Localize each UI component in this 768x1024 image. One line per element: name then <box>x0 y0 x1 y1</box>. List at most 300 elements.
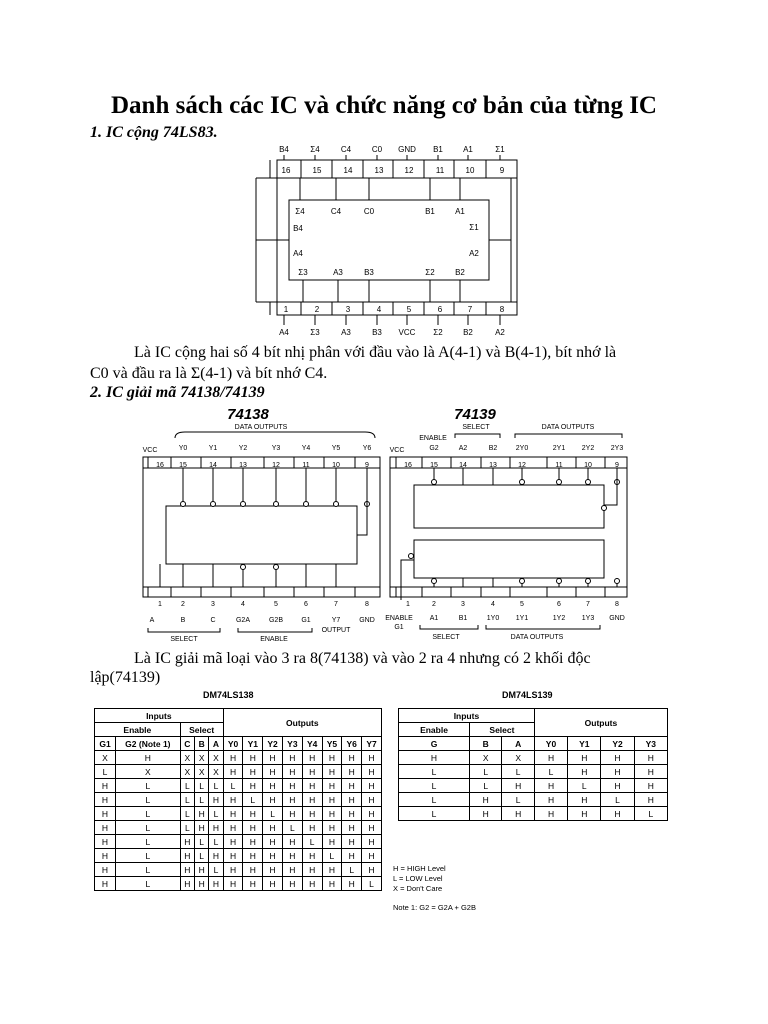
table138-cell: L <box>116 849 181 863</box>
ic83-top-pin-label: B4 <box>279 145 289 154</box>
table139-col-4: Y1 <box>568 737 601 751</box>
ic139-top-pin-number: 12 <box>518 462 526 469</box>
table138-cell: L <box>209 835 223 849</box>
table138-cell: H <box>282 849 302 863</box>
table138-cell: H <box>322 779 342 793</box>
table139-cell: H <box>502 807 534 821</box>
table138-cell: L <box>116 779 181 793</box>
table138-cell: X <box>195 751 209 765</box>
table138-cell: H <box>95 835 116 849</box>
table139-cell: X <box>470 751 502 765</box>
ic139-top-label: G2 <box>429 445 439 452</box>
table138-cell: H <box>322 835 342 849</box>
ic83-inner-bottom-label: Σ2 <box>425 268 435 277</box>
ic83-bottom-pin-label: VCC <box>398 328 416 337</box>
ic83-top-pin-number: 15 <box>312 166 322 175</box>
table139-cell: L <box>470 765 502 779</box>
ic83-bottom-pin-number: 4 <box>376 305 382 314</box>
table138-enable-header: Enable <box>95 723 181 737</box>
ic83-bottom-pin-label: Σ3 <box>310 328 320 337</box>
ic138-bottom-label: GND <box>359 617 375 624</box>
ic139-vcc-label: VCC <box>389 447 405 454</box>
ic83-top-pin-label: Σ4 <box>310 145 320 154</box>
ic138-top-label: Y3 <box>271 445 281 452</box>
ic139-top-pin-number: 16 <box>404 462 412 469</box>
ic83-inner-top-label: C0 <box>363 207 375 216</box>
table139-cell: X <box>502 751 534 765</box>
ic138-top-pin-number: 9 <box>365 462 369 469</box>
table138-select-header: Select <box>180 723 223 737</box>
ic83-inner-bottom-label: Σ3 <box>298 268 308 277</box>
table138-cell: H <box>95 807 116 821</box>
ic83-bottom-pin-label: A4 <box>279 328 289 337</box>
ic138-vcc-label: VCC <box>142 447 158 454</box>
ic139-top-bubble <box>586 480 591 485</box>
table138-col-11: Y6 <box>342 737 362 751</box>
ic139-top-pin-number: 11 <box>555 462 563 469</box>
ic138-top-pin-number: 12 <box>272 462 280 469</box>
ic138-bottom-pin-number: 3 <box>211 601 215 608</box>
table139-cell: L <box>399 807 470 821</box>
table138-cell: L <box>180 779 194 793</box>
table-row <box>95 835 382 849</box>
ic139-bottom-label: B1 <box>458 615 468 622</box>
ic83-top-pin-number: 14 <box>343 166 353 175</box>
table139-cell: H <box>601 807 634 821</box>
ic83-top-pin-number: 16 <box>281 166 291 175</box>
ic138-name: 74138 <box>227 406 269 423</box>
table138-col-9: Y4 <box>302 737 322 751</box>
ic138-bottom-label: G2B <box>268 617 284 624</box>
ic139-top-label: 2Y3 <box>610 445 624 452</box>
table138-cell: H <box>223 821 243 835</box>
table138-cell: H <box>342 807 362 821</box>
ic139-bottom-label: 1Y0 <box>486 615 500 622</box>
table138-cell: H <box>116 751 181 765</box>
table138-cell: H <box>322 751 342 765</box>
ic138-enable-label: ENABLE <box>260 636 288 643</box>
ic83-inner-top-label: B1 <box>425 207 435 216</box>
table139-cell: H <box>534 807 567 821</box>
table138-cell: H <box>95 793 116 807</box>
table138-cell: H <box>263 793 283 807</box>
table139-cell: L <box>502 765 534 779</box>
table138-cell: H <box>282 807 302 821</box>
note-g2: Note 1: G2 = G2A + G2B <box>393 903 476 912</box>
ic139-2y3-route <box>604 475 617 505</box>
table139-cell: H <box>568 751 601 765</box>
table138-cell: H <box>263 765 283 779</box>
ic138-bottom-label: A <box>149 617 155 624</box>
ic139-top-pin-number: 10 <box>584 462 592 469</box>
table138-cell: H <box>195 821 209 835</box>
ic139-bottom-pin-number: 2 <box>432 601 436 608</box>
ic83-bottom-pin-number: 2 <box>314 305 320 314</box>
ic139-2y3-bubble <box>602 506 607 511</box>
ic139-outputs-brace <box>515 434 622 438</box>
table138-cell: H <box>223 835 243 849</box>
ic83-bottom-pin-label: A3 <box>341 328 351 337</box>
ic139-bottom-label: 1Y2 <box>552 615 566 622</box>
table138-cell: H <box>302 877 322 891</box>
table139-cell: L <box>502 793 534 807</box>
table138-cell: H <box>263 779 283 793</box>
table138-cell: H <box>282 877 302 891</box>
table138-cell: L <box>223 779 243 793</box>
ic138-bottom-label: B <box>180 617 186 624</box>
ic83-top-pin-number: 13 <box>374 166 384 175</box>
table138-caption: DM74LS138 <box>203 690 254 700</box>
ic139-select-label: SELECT <box>462 424 490 431</box>
table138-cell: H <box>95 863 116 877</box>
ic139-data-outputs-label: DATA OUTPUTS <box>541 424 595 431</box>
section1-desc-line2: C0 và đầu ra là Σ(4-1) và bít nhớ C4. <box>90 365 328 382</box>
table138-cell: H <box>362 821 382 835</box>
table138-cell: L <box>362 877 382 891</box>
table138-outputs-header: Outputs <box>223 709 381 737</box>
ic83-top-pin-number: 11 <box>435 166 445 175</box>
table139-cell: L <box>568 779 601 793</box>
table138-cell: H <box>243 779 263 793</box>
table138-cell: X <box>180 751 194 765</box>
table138-cell: H <box>243 849 263 863</box>
table138-cell: X <box>95 751 116 765</box>
table138-cell: H <box>180 877 194 891</box>
table138-cell: H <box>322 821 342 835</box>
ic139-bottom-pin-number: 6 <box>557 601 561 608</box>
table139-col-3: Y0 <box>534 737 567 751</box>
table138-cell: H <box>282 779 302 793</box>
table138-col-7: Y2 <box>263 737 283 751</box>
table138-cell: L <box>180 793 194 807</box>
table138-cell: H <box>362 849 382 863</box>
table138-cell: L <box>116 863 181 877</box>
ic138-top-label: Y5 <box>331 445 341 452</box>
ic83-top-pin-label: A1 <box>463 145 473 154</box>
ic139-select-bottom-brace <box>420 625 478 629</box>
table139-cell: L <box>634 807 667 821</box>
table138-cell: H <box>209 877 223 891</box>
table139-cell: L <box>399 779 470 793</box>
ic139-bottom-bubble <box>432 579 437 584</box>
table138-cell: H <box>322 877 342 891</box>
ic138-bottom-label: Y7 <box>331 617 341 624</box>
table138-cell: H <box>263 751 283 765</box>
ic138-top-pin-number: 15 <box>179 462 187 469</box>
ic83-inner-top-label: C4 <box>330 207 342 216</box>
ic139-bottom-pin-number: 1 <box>406 601 410 608</box>
table138-cell: H <box>342 779 362 793</box>
legend-high: H = HIGH Level <box>393 864 446 873</box>
table138-cell: H <box>342 765 362 779</box>
table139-cell: H <box>601 779 634 793</box>
table138-cell: H <box>362 765 382 779</box>
table138-cell: H <box>195 863 209 877</box>
ic83-inner-right-label: A2 <box>469 249 479 258</box>
section2-heading: 2. IC giải mã 74138/74139 <box>90 384 265 401</box>
ic83-top-pin-label: Σ1 <box>495 145 505 154</box>
table138-cell: H <box>209 793 223 807</box>
table138-cell: H <box>302 751 322 765</box>
table138-col-0: G1 <box>95 737 116 751</box>
ic139-package <box>390 457 627 597</box>
table139-inputs-header: Inputs <box>399 709 535 723</box>
ic138-top-pin-number: 13 <box>239 462 247 469</box>
table138-cell: H <box>243 765 263 779</box>
table139-cell: H <box>399 751 470 765</box>
table138-cell: H <box>223 751 243 765</box>
ic139-top-pin-number: 15 <box>430 462 438 469</box>
truth-table-74ls138 <box>94 708 382 891</box>
ic83-bottom-pin-number: 1 <box>283 305 289 314</box>
table-row <box>399 807 668 821</box>
table-row <box>95 807 382 821</box>
table139-enable-header: Enable <box>399 723 470 737</box>
table138-col-6: Y1 <box>243 737 263 751</box>
truth-table-74ls139 <box>398 708 668 821</box>
table138-cell: L <box>195 835 209 849</box>
section1-desc-line1: Là IC cộng hai số 4 bít nhị phân với đầu vào là A(4-1) và B(4-1), bít nhớ là <box>134 344 617 361</box>
ic139-lower-block <box>414 540 604 578</box>
ic139-top-label: 2Y2 <box>581 445 595 452</box>
table138-cell: L <box>243 793 263 807</box>
ic138-top-pin-number: 14 <box>209 462 217 469</box>
table138-cell: H <box>302 863 322 877</box>
table138-cell: H <box>302 807 322 821</box>
ic83-bottom-pin-number: 7 <box>467 305 473 314</box>
table138-cell: H <box>342 849 362 863</box>
ic138-bottom-label: G1 <box>301 617 311 624</box>
ic83-inner-top-label: A1 <box>455 207 465 216</box>
table138-cell: H <box>302 793 322 807</box>
table139-cell: H <box>502 779 534 793</box>
table138-cell: X <box>195 765 209 779</box>
table-row <box>399 779 668 793</box>
table138-cell: H <box>180 835 194 849</box>
table138-cell: L <box>209 863 223 877</box>
table138-cell: H <box>322 807 342 821</box>
table138-cell: X <box>209 751 223 765</box>
ic83-bottom-pin-label: B3 <box>372 328 382 337</box>
table138-cell: H <box>243 835 263 849</box>
table138-cell: L <box>195 793 209 807</box>
ic138-bottom-pin-number: 2 <box>181 601 185 608</box>
ic139-bottom-label: GND <box>609 615 625 622</box>
section1-heading: 1. IC cộng 74LS83. <box>90 124 218 141</box>
table138-cell: H <box>362 807 382 821</box>
table138-cell: H <box>282 863 302 877</box>
table138-col-3: B <box>195 737 209 751</box>
ic139-bottom-bubble <box>557 579 562 584</box>
table-row <box>95 821 382 835</box>
table138-cell: H <box>263 877 283 891</box>
table138-cell: L <box>116 877 181 891</box>
table138-cell: H <box>342 835 362 849</box>
table139-caption: DM74LS139 <box>502 690 553 700</box>
ic138-top-pin-number: 11 <box>302 462 310 469</box>
ic83-top-pin-number: 10 <box>465 166 475 175</box>
table138-cell: H <box>95 849 116 863</box>
table139-cell: H <box>634 793 667 807</box>
table138-col-5: Y0 <box>223 737 243 751</box>
table138-cell: H <box>282 765 302 779</box>
ic138-top-label: Y6 <box>362 445 372 452</box>
table138-cell: H <box>243 877 263 891</box>
table-row <box>399 765 668 779</box>
ic139-top-label: 2Y1 <box>552 445 566 452</box>
table138-cell: H <box>95 821 116 835</box>
table138-col-2: C <box>180 737 194 751</box>
table138-cell: L <box>209 807 223 821</box>
ic83-inner-top-label: Σ4 <box>295 207 305 216</box>
table139-cell: H <box>634 779 667 793</box>
ic139-g1-route <box>401 560 414 600</box>
table139-cell: H <box>534 751 567 765</box>
table138-cell: H <box>342 793 362 807</box>
ic83-top-pin-label: B1 <box>433 145 443 154</box>
table138-cell: H <box>223 807 243 821</box>
table138-cell: H <box>223 849 243 863</box>
table138-cell: H <box>302 849 322 863</box>
table138-cell: H <box>209 821 223 835</box>
ic139-enable-bottom-label: ENABLE <box>385 615 413 622</box>
ic139-outputs-bottom-brace <box>486 625 600 629</box>
table138-cell: H <box>302 821 322 835</box>
table139-cell: H <box>634 751 667 765</box>
ic139-top-pin-number: 13 <box>489 462 497 469</box>
ic139-g1-bubble <box>409 554 414 559</box>
table-row <box>95 793 382 807</box>
table138-cell: H <box>195 807 209 821</box>
table139-cell: H <box>534 793 567 807</box>
ic139-bottom-label: 1Y1 <box>515 615 529 622</box>
ic83-inner-right-label: Σ1 <box>469 223 479 232</box>
table139-col-2: A <box>502 737 534 751</box>
table-row <box>95 849 382 863</box>
ic83-bottom-pin-number: 5 <box>406 305 412 314</box>
ic139-top-pin-number: 9 <box>615 462 619 469</box>
ic139-bottom-pin-number: 5 <box>520 601 524 608</box>
legend <box>393 864 446 894</box>
table138-cell: H <box>263 863 283 877</box>
ic138-bottom-pin-number: 4 <box>241 601 245 608</box>
table139-cell: H <box>601 751 634 765</box>
ic83-inner-left-label: B4 <box>293 224 303 233</box>
ic138-top-label: Y1 <box>208 445 218 452</box>
ic138-bottom-pin-number: 8 <box>365 601 369 608</box>
ic139-top-bubble <box>520 480 525 485</box>
table138-cell: H <box>95 779 116 793</box>
table138-cell: H <box>223 863 243 877</box>
ic83-top-pin-label: C4 <box>340 145 352 154</box>
table138-cell: L <box>322 849 342 863</box>
table138-cell: H <box>322 793 342 807</box>
table138-cell: X <box>209 765 223 779</box>
table-row <box>95 751 382 765</box>
table138-cell: H <box>209 849 223 863</box>
ic83-bottom-pin-label: A2 <box>495 328 505 337</box>
table138-cell: H <box>223 793 243 807</box>
ic139-select-brace <box>455 434 500 438</box>
table138-cell: H <box>362 793 382 807</box>
ic138-bottom-pin-number: 7 <box>334 601 338 608</box>
ic138-data-outputs-label: DATA OUTPUTS <box>234 424 288 431</box>
table138-cell: H <box>302 779 322 793</box>
table138-cell: H <box>223 765 243 779</box>
ic139-bottom-bubble <box>615 579 620 584</box>
table139-cell: L <box>399 793 470 807</box>
ic83-inner-bottom-label: B3 <box>364 268 374 277</box>
ic139-enable-label: ENABLE <box>419 435 447 442</box>
table138-cell: H <box>362 863 382 877</box>
table138-cell: H <box>282 835 302 849</box>
table138-cell: H <box>282 793 302 807</box>
table138-cell: L <box>116 835 181 849</box>
ic139-top-bubble <box>432 480 437 485</box>
ic139-select-bottom-label: SELECT <box>432 634 460 641</box>
ic138-bottom-pin-number: 6 <box>304 601 308 608</box>
table138-cell: L <box>180 821 194 835</box>
table138-col-8: Y3 <box>282 737 302 751</box>
table139-cell: H <box>634 765 667 779</box>
table138-cell: L <box>180 807 194 821</box>
table138-cell: H <box>95 877 116 891</box>
ic83-bottom-pin-label: Σ2 <box>433 328 443 337</box>
table138-cell: X <box>116 765 181 779</box>
ic139-bottom-bubble <box>586 579 591 584</box>
table138-cell: L <box>116 807 181 821</box>
table139-cell: H <box>534 779 567 793</box>
ic138-top-label: Y4 <box>301 445 311 452</box>
ic83-bottom-pin-number: 6 <box>437 305 443 314</box>
table-row <box>399 793 668 807</box>
ic83-inner-bottom-label: A3 <box>333 268 343 277</box>
table-row <box>95 863 382 877</box>
table-row <box>95 877 382 891</box>
table139-cell: L <box>399 765 470 779</box>
ic138-bottom-label: C <box>210 617 216 624</box>
table138-inputs-header: Inputs <box>95 709 224 723</box>
table138-cell: H <box>322 765 342 779</box>
legend-low: L = LOW Level <box>393 874 443 883</box>
table138-cell: L <box>209 779 223 793</box>
ic139-bottom-pin-number: 7 <box>586 601 590 608</box>
table138-col-12: Y7 <box>362 737 382 751</box>
ic139-name: 74139 <box>454 406 496 423</box>
table139-outputs-header: Outputs <box>534 709 667 737</box>
table138-cell: X <box>180 765 194 779</box>
table138-cell: H <box>223 877 243 891</box>
table-row <box>95 765 382 779</box>
table138-cell: H <box>302 765 322 779</box>
table139-cell: L <box>470 779 502 793</box>
ic139-top-label: B2 <box>488 445 498 452</box>
ic138-bottom-pin-number: 5 <box>274 601 278 608</box>
ic83-bottom-pin-number: 8 <box>499 305 505 314</box>
table139-col-5: Y2 <box>601 737 634 751</box>
table138-cell: H <box>243 821 263 835</box>
table139-cell: H <box>470 807 502 821</box>
ic138-top-label: Y0 <box>178 445 188 452</box>
ic83-bottom-pin-label: B2 <box>463 328 473 337</box>
ic139-top-label: A2 <box>458 445 468 452</box>
table138-cell: L <box>195 779 209 793</box>
table138-cell: L <box>282 821 302 835</box>
ic138-select-label: SELECT <box>170 636 198 643</box>
ic139-bottom-label: A1 <box>429 615 439 622</box>
table138-cell: H <box>263 835 283 849</box>
table139-cell: H <box>568 793 601 807</box>
